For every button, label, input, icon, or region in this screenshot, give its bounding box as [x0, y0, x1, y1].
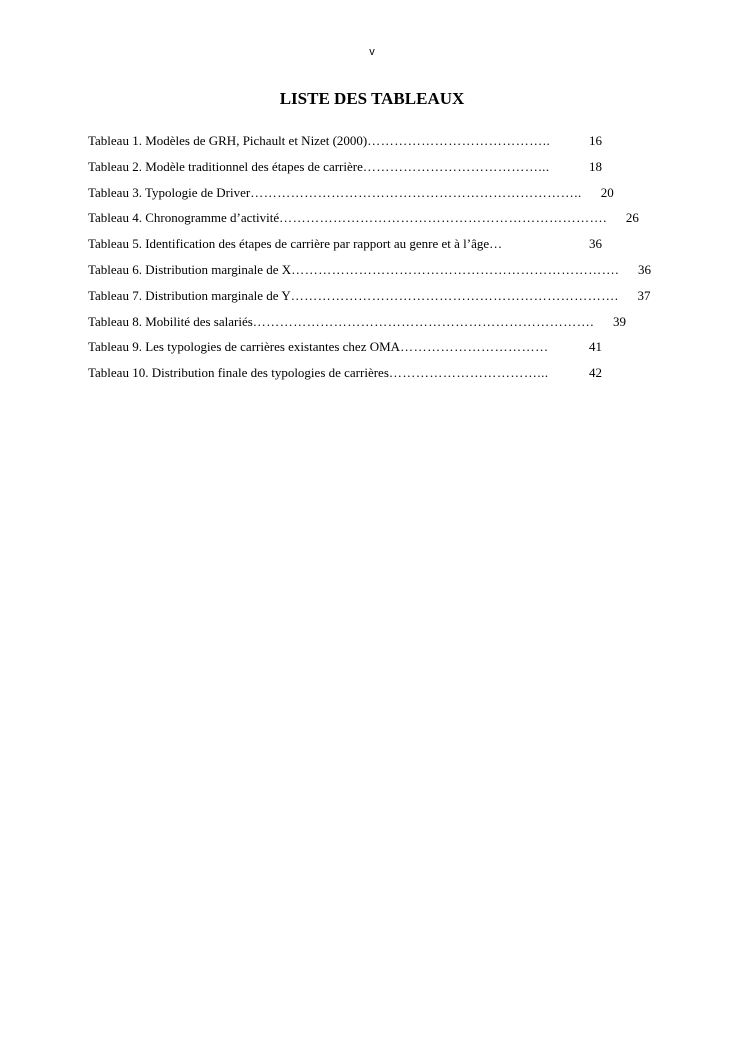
toc-entry-leader: …………………………… — [400, 339, 549, 355]
toc-entry-label: Tableau 6. Distribution marginale de X — [88, 261, 292, 277]
toc-entry-page: 39 — [613, 313, 627, 329]
toc-entry-label: Tableau 2. Modèle traditionnel des étapes de carrière — [88, 158, 363, 174]
toc-entry-leader: ……………………………... — [388, 365, 549, 381]
toc-entry-page: 36 — [637, 261, 651, 277]
toc-entry-label: Tableau 3. Typologie de Driver — [88, 184, 251, 200]
toc-entry-leader: ………………………………….. — [367, 133, 551, 148]
toc-entry[interactable] — [88, 208, 639, 234]
toc-entry-page: 36 — [589, 236, 602, 252]
toc-entry-label: Tableau 1. Modèles de GRH, Pichault et Nizet (2000) — [88, 133, 368, 148]
toc-entry-page: 41 — [589, 339, 602, 355]
toc-entry-leader: ……………………………………………………………….. — [250, 184, 582, 200]
toc-entry[interactable] — [88, 260, 651, 286]
page-number: v — [369, 46, 375, 58]
toc-entry-leader: …………………………………... — [362, 158, 550, 174]
toc-entry-label: Tableau 4. Chronogramme d’activité — [88, 210, 280, 226]
toc-entry-page: 26 — [625, 210, 639, 226]
toc-entry[interactable] — [88, 131, 602, 157]
toc-entry-page: 20 — [600, 184, 614, 200]
page-title: LISTE DES TABLEAUX — [279, 89, 465, 108]
toc-entry[interactable] — [88, 312, 627, 338]
toc-entry-leader: ………………………………………………………………. — [291, 261, 619, 277]
toc-entry[interactable] — [88, 183, 614, 209]
toc-entry-leader: ………………………………………………………………. — [290, 287, 619, 303]
table-list — [88, 131, 651, 389]
toc-entry-label: Tableau 9. Les typologies de carrières existantes chez OMA — [88, 339, 401, 355]
toc-entry-page: 16 — [589, 133, 602, 148]
toc-entry-leader: ………………………………………………………………. — [279, 210, 607, 226]
toc-entry-label: Tableau 8. Mobilité des salariés — [88, 313, 253, 329]
toc-entry[interactable] — [88, 157, 602, 183]
toc-entry-label: Tableau 7. Distribution marginale de Y — [88, 287, 291, 303]
toc-entry-page: 42 — [589, 365, 602, 381]
toc-entry-page: 37 — [637, 287, 651, 303]
toc-entry[interactable] — [88, 363, 602, 389]
toc-entry[interactable] — [88, 234, 602, 260]
toc-entry-leader: … — [489, 236, 503, 252]
toc-entry-label: Tableau 10. Distribution finale des typologies de carrières — [88, 365, 389, 381]
toc-entry[interactable] — [88, 286, 651, 312]
toc-entry[interactable] — [88, 337, 602, 363]
toc-entry-label: Tableau 5. Identification des étapes de carrière par rapport au genre et à l’âge — [88, 236, 490, 252]
toc-entry-page: 18 — [589, 158, 602, 174]
toc-entry-leader: …………………………………………………………………. — [252, 313, 595, 329]
